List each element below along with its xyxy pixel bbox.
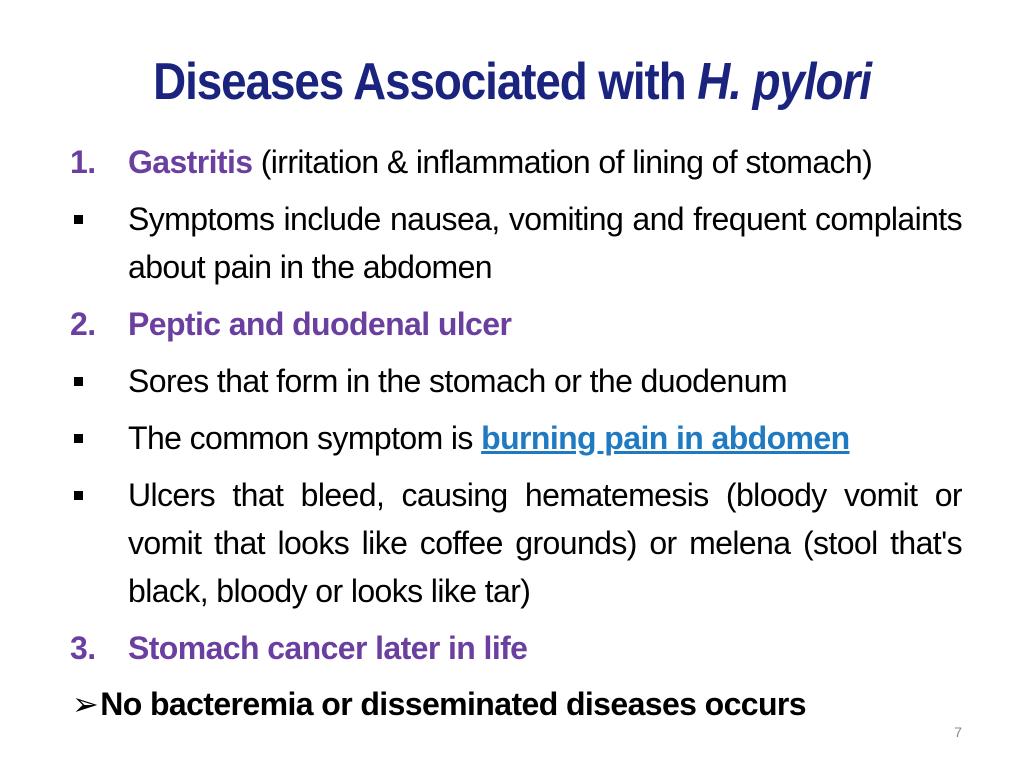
bullet-text: Symptoms include nausea, vomiting and frequent complaints about pain in the abdomen <box>128 201 962 285</box>
item-heading: Stomach cancer later in life <box>128 630 528 666</box>
item-heading: Peptic and duodenal ulcer <box>128 306 512 342</box>
list-item-stomach-cancer <box>70 624 962 672</box>
square-bullet-icon <box>74 377 83 386</box>
bullet-symptoms <box>70 195 962 291</box>
page-number: 7 <box>954 724 962 740</box>
square-bullet-icon <box>74 491 83 500</box>
final-note <box>72 680 806 728</box>
bullet-sores <box>70 357 962 405</box>
list-item-gastritis <box>70 138 962 186</box>
item-number: 3. <box>70 630 96 666</box>
item-heading: Gastritis <box>128 144 253 180</box>
item-number: 1. <box>70 144 96 180</box>
bullet-text: Sores that form in the stomach or the duodenum <box>128 363 787 399</box>
square-bullet-icon <box>74 434 83 443</box>
square-bullet-icon <box>74 215 83 224</box>
item-number: 2. <box>70 306 96 342</box>
title-italic: H. pylori <box>697 53 871 111</box>
content-list <box>70 138 962 681</box>
bullet-text: Ulcers that bleed, causing hematemesis (bloody vomit or vomit that looks like coffee grounds) or melena (stool that's black, bloody or looks like tar) <box>128 477 962 609</box>
bullet-ulcers-bleed <box>70 471 962 615</box>
arrow-bullet-icon: ➢ <box>72 686 99 722</box>
bullet-text-prefix: The common symptom is <box>128 420 482 456</box>
title-main: Diseases Associated with <box>153 53 698 111</box>
burning-pain-link[interactable]: burning pain in abdomen <box>481 420 850 456</box>
final-note-text: No bacteremia or disseminated diseases occurs <box>100 686 806 722</box>
slide-title <box>61 52 962 112</box>
bullet-common-symptom <box>70 414 962 462</box>
list-item-peptic-ulcer <box>70 300 962 348</box>
item-description: (irritation & inflammation of lining of stomach) <box>252 144 873 180</box>
